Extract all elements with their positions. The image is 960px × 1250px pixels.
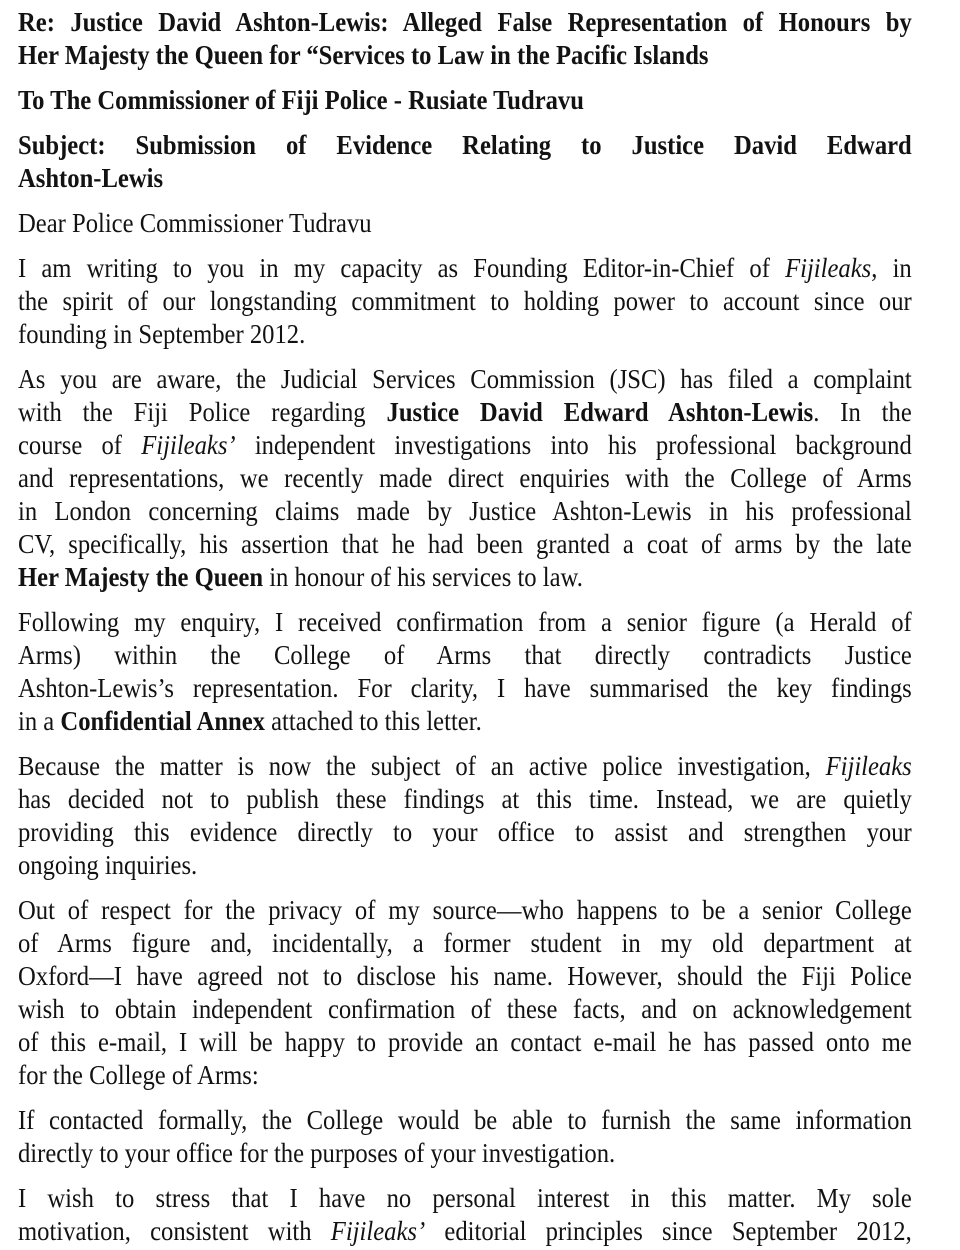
paragraph-formal-contact: [18, 1104, 960, 1170]
text-line: in London concerning claims made by Justice Ashton-Lewis in his professional: [18, 496, 912, 526]
text-line: If contacted formally, the College would be able to furnish the same information: [18, 1105, 912, 1135]
paragraph-jsc-complaint: [18, 363, 960, 594]
subject-heading: [18, 129, 960, 195]
recipient-heading: [18, 84, 960, 117]
text-line: providing this evidence directly to your office to assist and strengthen your: [18, 817, 912, 847]
text-line: Ashton-Lewis: [18, 163, 164, 193]
text-line: ongoing inquiries.: [18, 850, 198, 880]
paragraph-no-personal-interest: [18, 1182, 960, 1248]
text-line: and representations, we recently made direct enquiries with the College of Arms: [18, 463, 912, 493]
text-line: Re: Justice David Ashton-Lewis: Alleged False Representation of Honours by: [18, 7, 912, 37]
text-line: Ashton-Lewis’s representation. For clarity, I have summarised the key findings: [18, 673, 912, 703]
text-line: founding in September 2012.: [18, 319, 306, 349]
text-line: Arms) within the College of Arms that directly contradicts Justice: [18, 640, 912, 670]
text-line: with the Fiji Police regarding Justice David Edward Ashton-Lewis. In the: [18, 397, 912, 427]
text-line: I wish to stress that I have no personal interest in this matter. My sole: [18, 1183, 912, 1213]
text-line: Subject: Submission of Evidence Relating to Justice David Edward: [18, 130, 912, 160]
text-line: in a Confidential Annex attached to this letter.: [18, 706, 482, 736]
paragraph-source-privacy: [18, 894, 960, 1092]
text-line: Dear Police Commissioner Tudravu: [18, 208, 372, 238]
text-line: To The Commissioner of Fiji Police - Rusiate Tudravu: [18, 85, 584, 115]
text-line: As you are aware, the Judicial Services Commission (JSC) has filed a complaint: [18, 364, 912, 394]
text-line: Her Majesty the Queen in honour of his services to law.: [18, 562, 583, 592]
salutation: [18, 207, 960, 240]
text-line: of this e-mail, I will be happy to provide an contact e-mail he has passed onto me: [18, 1027, 912, 1057]
text-line: Following my enquiry, I received confirmation from a senior figure (a Herald of: [18, 607, 912, 637]
text-line: course of Fijileaks’ independent investigations into his professional background: [18, 430, 912, 460]
paragraph-not-publishing: [18, 750, 960, 882]
text-line: the spirit of our longstanding commitment to holding power to account since our: [18, 286, 912, 316]
text-line: Oxford—I have agreed not to disclose his name. However, should the Fiji Police: [18, 961, 912, 991]
text-line: wish to obtain independent confirmation of these facts, and on acknowledgement: [18, 994, 912, 1024]
re-heading: [18, 6, 960, 72]
text-line: I am writing to you in my capacity as Founding Editor-in-Chief of Fijileaks, in: [18, 253, 912, 283]
text-line: of Arms figure and, incidentally, a former student in my old department at: [18, 928, 912, 958]
text-line: motivation, consistent with Fijileaks’ editorial principles since September 2012,: [18, 1216, 912, 1246]
text-line: Because the matter is now the subject of an active police investigation, Fijileaks: [18, 751, 912, 781]
text-line: Out of respect for the privacy of my source—who happens to be a senior College: [18, 895, 912, 925]
paragraph-confirmation: [18, 606, 960, 738]
text-line: directly to your office for the purposes of your investigation.: [18, 1138, 616, 1168]
paragraph-capacity: [18, 252, 960, 351]
text-line: has decided not to publish these findings at this time. Instead, we are quietly: [18, 784, 912, 814]
text-line: for the College of Arms:: [18, 1060, 259, 1090]
text-line: CV, specifically, his assertion that he had been granted a coat of arms by the late: [18, 529, 912, 559]
text-line: Her Majesty the Queen for “Services to Law in the Pacific Islands: [18, 40, 709, 70]
